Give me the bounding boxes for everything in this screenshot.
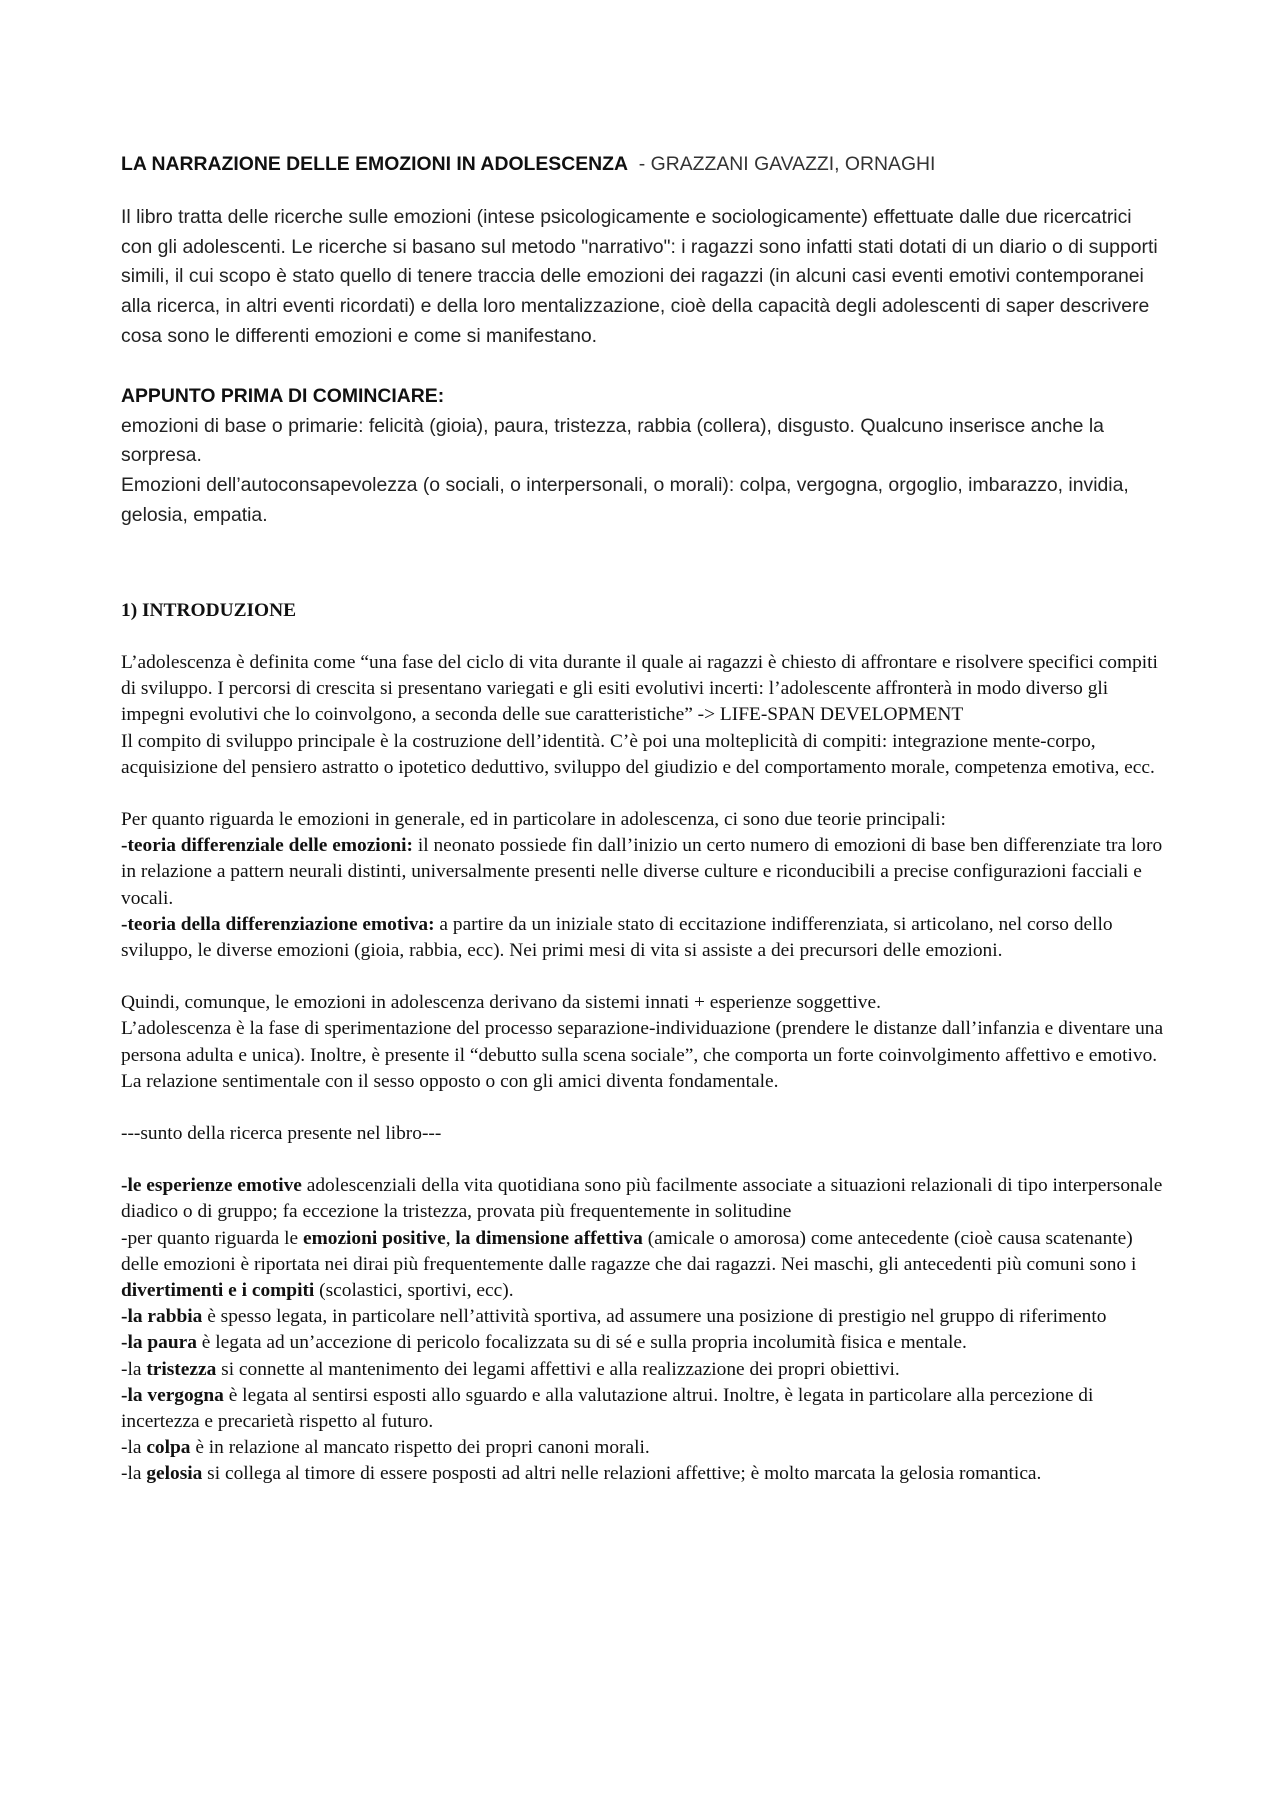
finding-text: -per quanto riguarda le	[121, 1227, 303, 1249]
finding-label: -la vergogna	[121, 1384, 224, 1406]
finding-label: gelosia	[146, 1463, 203, 1485]
finding-sadness	[121, 1357, 1166, 1383]
summary-heading: ---sunto della ricerca presente nel libro---	[121, 1123, 442, 1145]
finding-text: si connette al mantenimento dei legami affettivi e alla realizzazione dei propri obiettivi.	[216, 1358, 900, 1380]
finding-text: -la	[121, 1437, 147, 1459]
finding-shame	[121, 1383, 1166, 1435]
finding-text: -la	[121, 1358, 147, 1380]
finding-text: (scolastici, sportivi, ecc).	[314, 1280, 514, 1302]
title-main: LA NARRAZIONE DELLE EMOZIONI IN ADOLESCENZA	[121, 153, 629, 175]
section-heading-introduzione: 1) INTRODUZIONE	[121, 599, 297, 621]
finding-label: tristezza	[146, 1358, 217, 1380]
finding-emotional-experiences	[121, 1173, 1166, 1225]
finding-text: adolescenziali della vita quotidiana sono più facilmente associate a situazioni relazionali di tipo interpersonale diadico o di gruppo; fa eccezione la tristezza, provata più frequentemente in solitudine	[121, 1175, 1163, 1223]
finding-label: -le esperienze emotive	[121, 1175, 302, 1197]
finding-guilt	[121, 1435, 1166, 1461]
theory-differentiation-text: a partire da un iniziale stato di eccitazione indifferenziata, si articolano, nel corso dello sviluppo, le diverse emozioni (gioia, rabbia, ecc). Nei primi mesi di vita si assiste a dei precursori delle emozioni.	[121, 913, 1113, 961]
finding-text: (amicale o amorosa) come antecedente (cioè causa scatenante) delle emozioni è riportata nei dirai più frequentemente dalle ragazze che dai ragazzi. Nei maschi, gli antecedenti più comuni sono i	[121, 1227, 1137, 1275]
finding-text: è legata al sentirsi esposti allo sguardo e alla valutazione altrui. Inoltre, è legata in particolare alla percezione di incertezza e precarietà rispetto al futuro.	[121, 1384, 1094, 1433]
finding-fear	[121, 1330, 1166, 1356]
theory-differential	[121, 833, 1166, 912]
emotions-origin: Quindi, comunque, le emozioni in adolescenza derivano da sistemi innati + esperienze soggettive.	[121, 992, 881, 1014]
finding-text: è legata ad un’accezione di pericolo focalizzata su di sé e sulla propria incolumità fisica e mentale.	[196, 1332, 967, 1354]
theory-differentiation-label: -teoria della differenziazione emotiva:	[121, 913, 435, 935]
theory-differential-text: il neonato possiede fin dall’inizio un certo numero di emozioni di base ben differenziate tra loro in relazione a pattern neurali distinti, universalmente presenti nelle diverse culture e riconducibili a precise configurazioni facciali e vocali.	[121, 835, 1163, 909]
finding-jealousy	[121, 1461, 1166, 1487]
finding-text: si collega al timore di essere posposti ad altri nelle relazioni affettive; è molto marcata la gelosia romantica.	[202, 1463, 1042, 1485]
finding-label: colpa	[146, 1437, 191, 1459]
intro-definition: L’adolescenza è definita come “una fase del ciclo di vita durante il quale ai ragazzi è chiesto di affrontare e risolvere specifici compiti di sviluppo. I percorsi di crescita si presentano variegati e gli esiti evolutivi incerti: l’adolescente affronterà in modo diverso gli impegni evolutivi che lo coinvolgono, a seconda delle sue caratteristiche” -> LIFE-SPAN DEVELOPMENT	[121, 651, 1158, 726]
note-primary-emotions: emozioni di base o primarie: felicità (gioia), paura, tristezza, rabbia (collera), disgusto. Qualcuno inserisce anche la sorpresa.	[121, 414, 1104, 467]
finding-label: divertimenti e i compiti	[121, 1280, 315, 1302]
theory-differentiation	[121, 912, 1166, 964]
finding-label: la dimensione affettiva	[455, 1227, 643, 1249]
finding-label: -la paura	[121, 1332, 197, 1354]
intro-paragraph: Il libro tratta delle ricerche sulle emozioni (intese psicologicamente e sociologicamente) effettuate dalle due ricercatrici con gli adolescenti. Le ricerche si basano sul metodo "narrativo": i ragazzi sono infatti stati dotati di un diario o di supporti simili, il cui scopo è stato quello di tenere traccia delle emozioni dei ragazzi (in alcuni casi eventi emotivi contemporanei alla ricerca, in altri eventi ricordati) e della loro mentalizzazione, cioè della capacità degli adolescenti di saper descrivere cosa sono le differenti emozioni e come si manifestano.	[121, 205, 1158, 347]
adolescence-separation: L’adolescenza è la fase di sperimentazione del processo separazione-individuazione (prendere le distanze dall’infanzia e diventare una persona adulta e unica). Inoltre, è presente il “debutto sulla scena sociale”, che comporta un forte coinvolgimento affettivo e emotivo. La relazione sentimentale con il sesso opposto o con gli amici diventa fondamentale.	[121, 1018, 1164, 1092]
finding-text: -la	[121, 1463, 147, 1485]
finding-text: è spesso legata, in particolare nell’attività sportiva, ad assumere una posizione di prestigio nel gruppo di riferimento	[202, 1306, 1107, 1328]
theory-differential-label: -teoria differenziale delle emozioni:	[121, 835, 414, 857]
finding-label: -la rabbia	[121, 1306, 203, 1328]
finding-text: è in relazione al mancato rispetto dei propri canoni morali.	[190, 1437, 650, 1459]
finding-positive-emotions	[121, 1226, 1166, 1305]
title-authors: - GRAZZANI GAVAZZI, ORNAGHI	[628, 153, 936, 175]
note-heading: APPUNTO PRIMA DI COMINCIARE:	[121, 384, 445, 407]
finding-text: ,	[445, 1227, 456, 1249]
theories-intro: Per quanto riguarda le emozioni in generale, ed in particolare in adolescenza, ci sono due teorie principali:	[121, 808, 946, 830]
document-page	[121, 150, 1166, 1488]
finding-anger	[121, 1304, 1166, 1330]
document-title	[121, 150, 1166, 180]
note-social-emotions: Emozioni dell’autoconsapevolezza (o sociali, o interpersonali, o morali): colpa, vergogna, orgoglio, imbarazzo, invidia, gelosia, empatia.	[121, 474, 1129, 526]
intro-identity: Il compito di sviluppo principale è la costruzione dell’identità. C’è poi una molteplicità di compiti: integrazione mente-corpo, acquisizione del pensiero astratto o ipotetico deduttivo, sviluppo del giudizio e del comportamento morale, competenza emotiva, ecc.	[121, 730, 1155, 778]
finding-label: emozioni positive	[302, 1227, 446, 1249]
